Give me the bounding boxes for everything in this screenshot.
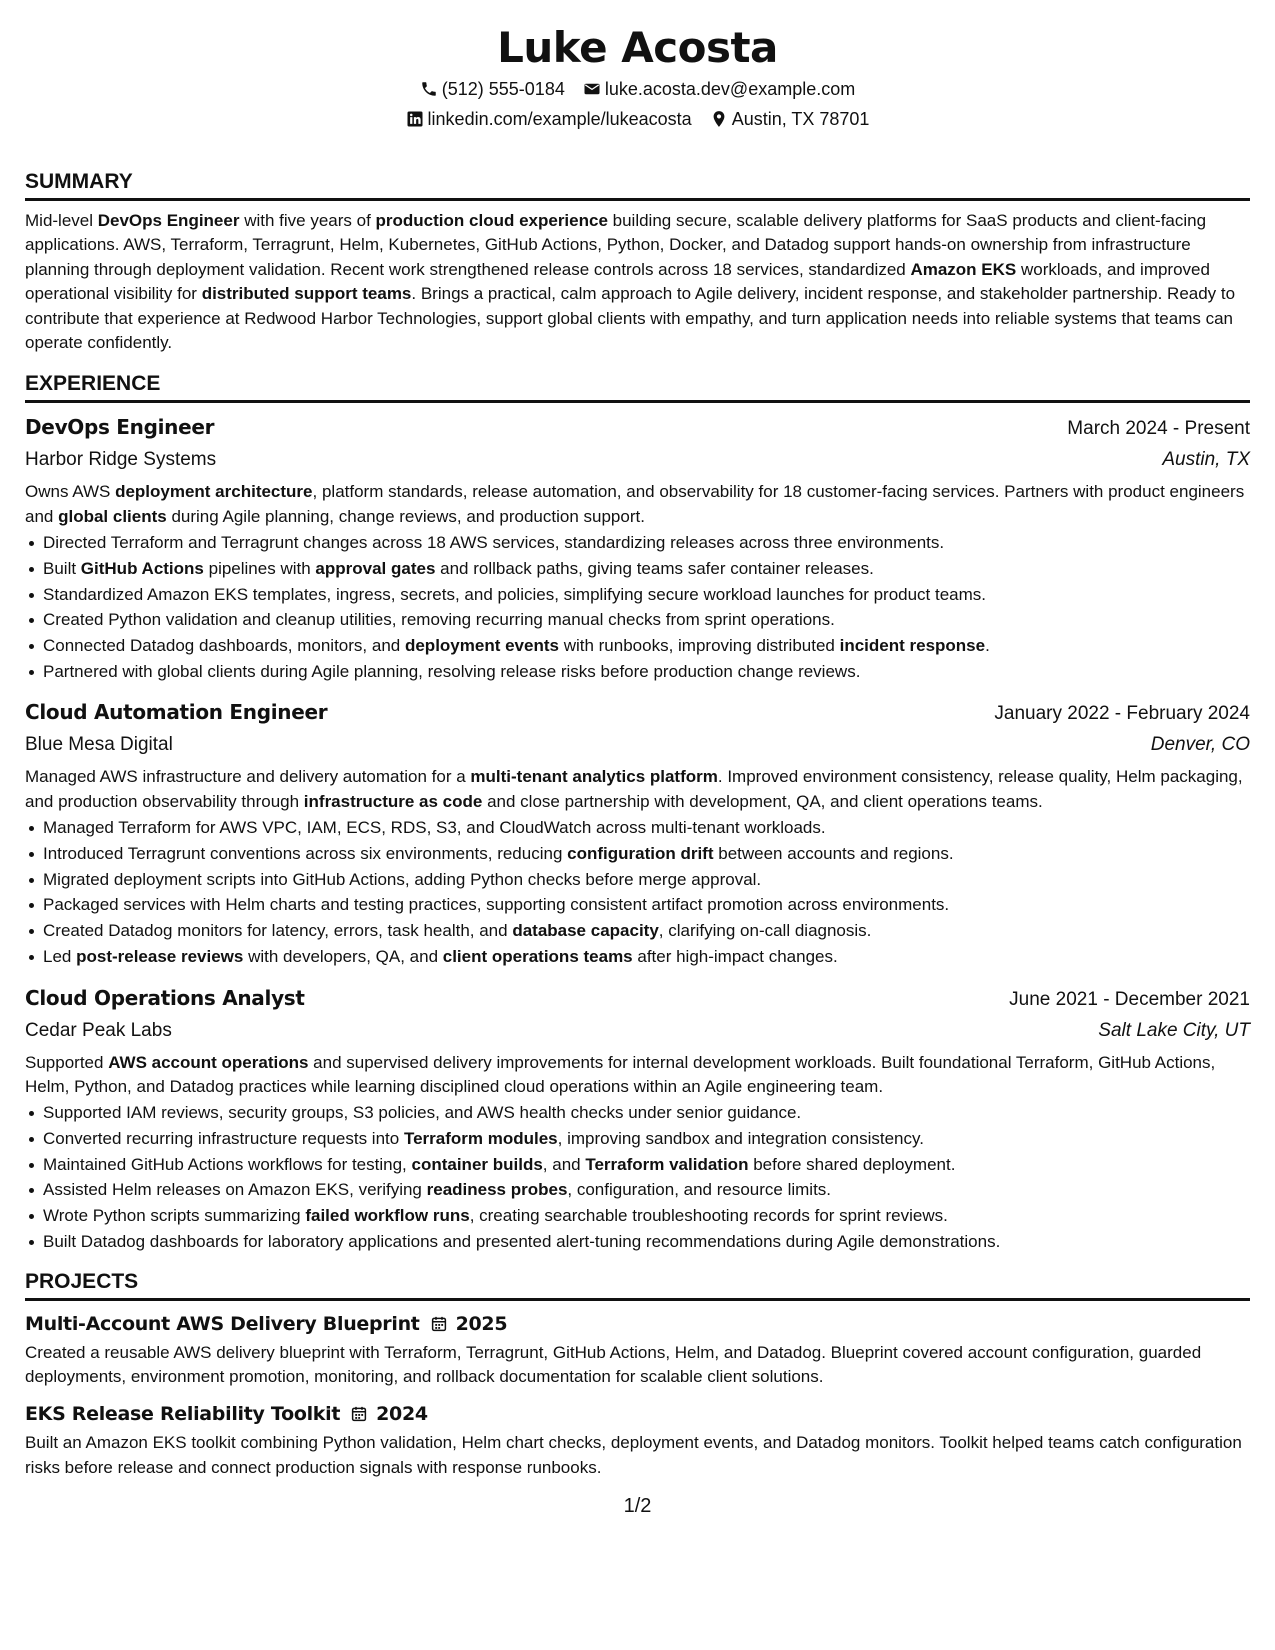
calendar-icon	[430, 1315, 448, 1333]
project-name: Multi-Account AWS Delivery Blueprint	[25, 1312, 420, 1335]
bullet-item: Led post-release reviews with developers, QA, and client operations teams after high-impact changes.	[25, 944, 1250, 970]
job-location: Denver, CO	[1150, 734, 1250, 756]
envelope-icon	[583, 80, 601, 98]
bullet-item: Connected Datadog dashboards, monitors, and deployment events with runbooks, improving distributed incident response.	[25, 633, 1250, 659]
company-name: Harbor Ridge Systems	[25, 449, 217, 471]
email-contact[interactable]	[583, 77, 855, 101]
section-title-experience: EXPERIENCE	[25, 371, 1250, 403]
job-bullets	[25, 1100, 1250, 1254]
bullet-item: Partnered with global clients during Agile planning, resolving release risks before production change reviews.	[25, 659, 1250, 685]
bullet-item: Migrated deployment scripts into GitHub Actions, adding Python checks before merge approval.	[25, 867, 1250, 893]
section-title-projects: PROJECTS	[25, 1269, 1250, 1301]
page-number: 1/2	[623, 1495, 652, 1517]
job-title: DevOps Engineer	[25, 415, 215, 440]
project-year: 2025	[455, 1312, 508, 1335]
resume-page	[25, 0, 1250, 1480]
linkedin-contact[interactable]	[406, 107, 692, 131]
bullet-item: Supported IAM reviews, security groups, S3 policies, and AWS health checks under senior guidance.	[25, 1100, 1250, 1126]
job-location: Salt Lake City, UT	[1098, 1019, 1250, 1041]
bullet-item: Maintained GitHub Actions workflows for testing, container builds, and Terraform validation before shared deployment.	[25, 1152, 1250, 1178]
company-name: Cedar Peak Labs	[25, 1019, 172, 1041]
bullet-item: Assisted Helm releases on Amazon EKS, verifying readiness probes, configuration, and resource limits.	[25, 1177, 1250, 1203]
bullet-item: Created Datadog monitors for latency, errors, task health, and database capacity, clarifying on-call diagnosis.	[25, 918, 1250, 944]
location-contact	[710, 107, 870, 131]
linkedin-url[interactable]: linkedin.com/example/lukeacosta	[427, 109, 692, 129]
bullet-item: Standardized Amazon EKS templates, ingress, secrets, and policies, simplifying secure workload launches for product teams.	[25, 582, 1250, 608]
job-entry	[25, 984, 1250, 1255]
project-description: Built an Amazon EKS toolkit combining Python validation, Helm chart checks, deployment events, and Datadog monitors. Toolkit helped teams catch configuration risks before release and connect production signals with response runbooks.	[25, 1433, 1242, 1477]
project-entry	[25, 1311, 1250, 1390]
phone-contact	[420, 77, 565, 101]
phone-icon	[420, 80, 438, 98]
bullet-item: Introduced Terragrunt conventions across six environments, reducing configuration drift between accounts and regions.	[25, 841, 1250, 867]
email-address[interactable]: luke.acosta.dev@example.com	[604, 79, 856, 99]
job-entry	[25, 698, 1250, 969]
experience-section	[25, 371, 1250, 1254]
company-name: Blue Mesa Digital	[25, 734, 173, 756]
project-name: EKS Release Reliability Toolkit	[25, 1403, 341, 1426]
projects-section	[25, 1269, 1250, 1481]
bullet-item: Managed Terraform for AWS VPC, IAM, ECS, RDS, S3, and CloudWatch across multi-tenant workloads.	[25, 815, 1250, 841]
project-entry	[25, 1401, 1250, 1480]
bullet-item: Built Datadog dashboards for laboratory applications and presented alert-tuning recommendations during Agile demonstrations.	[25, 1229, 1250, 1255]
contact-line-2	[25, 107, 1250, 131]
map-pin-icon	[710, 110, 728, 128]
linkedin-icon	[406, 110, 424, 128]
job-dates: January 2022 - February 2024	[994, 703, 1250, 725]
job-description: Managed AWS infrastructure and delivery automation for a multi-tenant analytics platform. Improved environment consistency, release quality, Helm packaging, and production observability through infrastructure as code and close partnership with development, QA, and client operations teams.	[25, 767, 1243, 811]
contact-line-1	[25, 77, 1250, 101]
location-text: Austin, TX 78701	[731, 109, 870, 129]
phone-number: (512) 555-0184	[441, 79, 565, 99]
resume-header	[25, 24, 1250, 131]
job-bullets	[25, 815, 1250, 969]
bullet-item: Built GitHub Actions pipelines with approval gates and rollback paths, giving teams safer container releases.	[25, 556, 1250, 582]
job-description: Owns AWS deployment architecture, platform standards, release automation, and observability for 18 customer-facing services. Partners with product engineers and global clients during Agile planning, change reviews, and production support.	[25, 482, 1245, 526]
bullet-item: Created Python validation and cleanup utilities, removing recurring manual checks from sprint operations.	[25, 607, 1250, 633]
project-year: 2024	[376, 1403, 428, 1426]
job-title: Cloud Automation Engineer	[25, 700, 328, 725]
bullet-item: Directed Terraform and Terragrunt changes across 18 AWS services, standardizing releases across three environments.	[25, 530, 1250, 556]
summary-text: Mid-level DevOps Engineer with five years of production cloud experience building secure, scalable delivery platforms for SaaS products and client-facing applications. AWS, Terraform, Terragrunt, Helm, Kubernetes, GitHub Actions, Python, Docker, and Datadog support hands-on ownership from infrastructure planning through deployment validation. Recent work strengthened release controls across 18 services, standardized Amazon EKS workloads, and improved operational visibility for distributed support teams. Brings a practical, calm approach to Agile delivery, incident response, and stakeholder partnership. Ready to contribute that experience at Redwood Harbor Technologies, support global clients with empathy, and turn application needs into reliable systems that teams can operate confidently.	[25, 211, 1236, 353]
job-location: Austin, TX	[1162, 449, 1250, 471]
bullet-item: Wrote Python scripts summarizing failed workflow runs, creating searchable troubleshooting records for sprint reviews.	[25, 1203, 1250, 1229]
bullet-item: Converted recurring infrastructure requests into Terraform modules, improving sandbox and integration consistency.	[25, 1126, 1250, 1152]
job-dates: March 2024 - Present	[1067, 418, 1250, 440]
job-entry	[25, 413, 1250, 684]
section-title-summary: SUMMARY	[25, 169, 1250, 201]
job-dates: June 2021 - December 2021	[1009, 988, 1250, 1010]
job-description: Supported AWS account operations and supervised delivery improvements for internal development workloads. Built foundational Terraform, GitHub Actions, Helm, Python, and Datadog practices while learning disciplined cloud operations within an Agile engineering team.	[25, 1052, 1216, 1096]
job-bullets	[25, 530, 1250, 684]
candidate-name: Luke Acosta	[497, 23, 778, 72]
summary-section	[25, 169, 1250, 355]
project-description: Created a reusable AWS delivery blueprint with Terraform, Terragrunt, GitHub Actions, Helm, and Datadog. Blueprint covered account configuration, guarded deployments, environment promotion, monitoring, and rollback documentation for scalable client solutions.	[25, 1342, 1202, 1386]
bullet-item: Packaged services with Helm charts and testing practices, supporting consistent artifact promotion across environments.	[25, 892, 1250, 918]
job-title: Cloud Operations Analyst	[25, 985, 305, 1010]
calendar-icon	[350, 1405, 368, 1423]
